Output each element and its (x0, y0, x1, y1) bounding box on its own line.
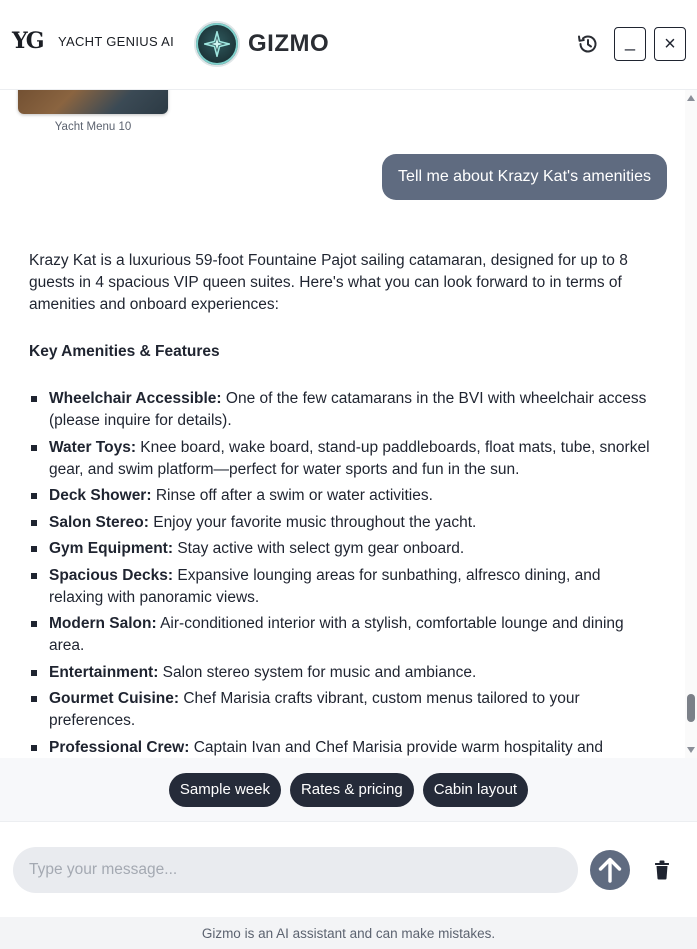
amenity-title: Gym Equipment: (49, 540, 174, 557)
amenity-text: Captain Ivan and Chef Marisia provide warm hospitality and (189, 738, 603, 756)
amenity-title: Deck Shower: (49, 487, 152, 504)
chip-cabin-layout[interactable]: Cabin layout (423, 773, 528, 807)
app-header (0, 0, 697, 90)
sparkle-star-icon (204, 31, 230, 57)
list-item (29, 613, 659, 657)
amenity-title: Entertainment: (49, 663, 159, 681)
chat-scrollbar[interactable] (685, 90, 697, 758)
assistant-identity (194, 21, 329, 67)
amenity-text: One of the few catamarans in the BVI with wheelchair access (please inquire for details). (49, 390, 647, 429)
amenity-text: Air-conditioned interior with a stylish, comfortable lounge and dining area. (49, 615, 624, 654)
list-item (29, 737, 659, 759)
assistant-reply (29, 250, 659, 758)
amenity-title: Water Toys: (49, 438, 136, 456)
list-item (29, 388, 659, 432)
scroll-up-icon[interactable] (687, 95, 695, 101)
trash-icon[interactable] (653, 860, 671, 880)
list-item (29, 565, 659, 609)
list-item (29, 485, 659, 507)
brand-name: YACHT GENIUS AI (58, 33, 174, 49)
user-message-bubble (382, 154, 667, 200)
list-item (29, 437, 659, 481)
chip-rates-pricing[interactable]: Rates & pricing (290, 773, 414, 807)
amenity-text: Knee board, wake board, stand-up paddleboards, float mats, tube, snorkel gear, and swim platform—perfect for water sports and fun in the sun. (49, 438, 650, 478)
scroll-down-icon[interactable] (687, 747, 695, 753)
chip-sample-week[interactable]: Sample week (169, 773, 281, 807)
amenity-title: Modern Salon: (49, 615, 157, 632)
minimize-icon: _ (624, 30, 635, 51)
list-item (29, 538, 659, 560)
amenity-title: Gourmet Cuisine: (49, 690, 180, 707)
attachment-thumbnail[interactable] (18, 90, 168, 114)
attachment-caption: Yacht Menu 10 (54, 121, 132, 133)
disclaimer-bar (0, 917, 697, 949)
reply-intro: Krazy Kat is a luxurious 59-foot Fountaine Pajot sailing catamaran, designed for up to 8 guests in 4 spacious VIP queen suites. Here's what you can look forward to in terms of amenities and onboard experiences: (29, 252, 628, 313)
brand-logo: YG (12, 28, 43, 54)
assistant-name: GIZMO (248, 30, 330, 57)
user-message-text: Tell me about Krazy Kat's amenities (398, 168, 651, 185)
amenity-text: Rinse off after a swim or water activities. (151, 487, 433, 504)
list-item (29, 662, 659, 684)
disclaimer-text: Gizmo is an AI assistant and can make mistakes. (201, 925, 496, 941)
amenity-title: Wheelchair Accessible: (49, 390, 222, 407)
history-icon[interactable] (576, 32, 600, 56)
amenity-text: Stay active with select gym gear onboard. (173, 540, 465, 557)
close-button[interactable] (654, 27, 686, 61)
scroll-thumb[interactable] (687, 694, 695, 722)
minimize-button[interactable] (614, 27, 646, 61)
send-button[interactable] (590, 850, 630, 890)
amenity-text: Chef Marisia crafts vibrant, custom menus tailored to your preferences. (49, 690, 580, 729)
list-item (29, 512, 659, 534)
list-item (29, 688, 659, 732)
suggestion-chips (0, 758, 697, 822)
close-icon: × (664, 32, 676, 55)
message-input[interactable] (13, 847, 578, 893)
amenity-title: Salon Stereo: (49, 513, 149, 531)
message-composer (0, 822, 697, 917)
amenity-text: Salon stereo system for music and ambiance. (158, 663, 477, 681)
amenity-text: Enjoy your favorite music throughout the yacht. (148, 513, 477, 531)
amenity-title: Professional Crew: (49, 738, 190, 756)
chat-log (0, 90, 685, 758)
arrow-up-icon (597, 856, 623, 884)
brand (12, 28, 174, 54)
amenity-title: Spacious Decks: (49, 566, 174, 584)
assistant-avatar (194, 21, 240, 67)
reply-heading: Key Amenities & Features (29, 343, 220, 360)
amenities-list (29, 388, 659, 758)
amenity-text: Expansive lounging areas for sunbathing, alfresco dining, and relaxing with panoramic views. (49, 566, 601, 606)
